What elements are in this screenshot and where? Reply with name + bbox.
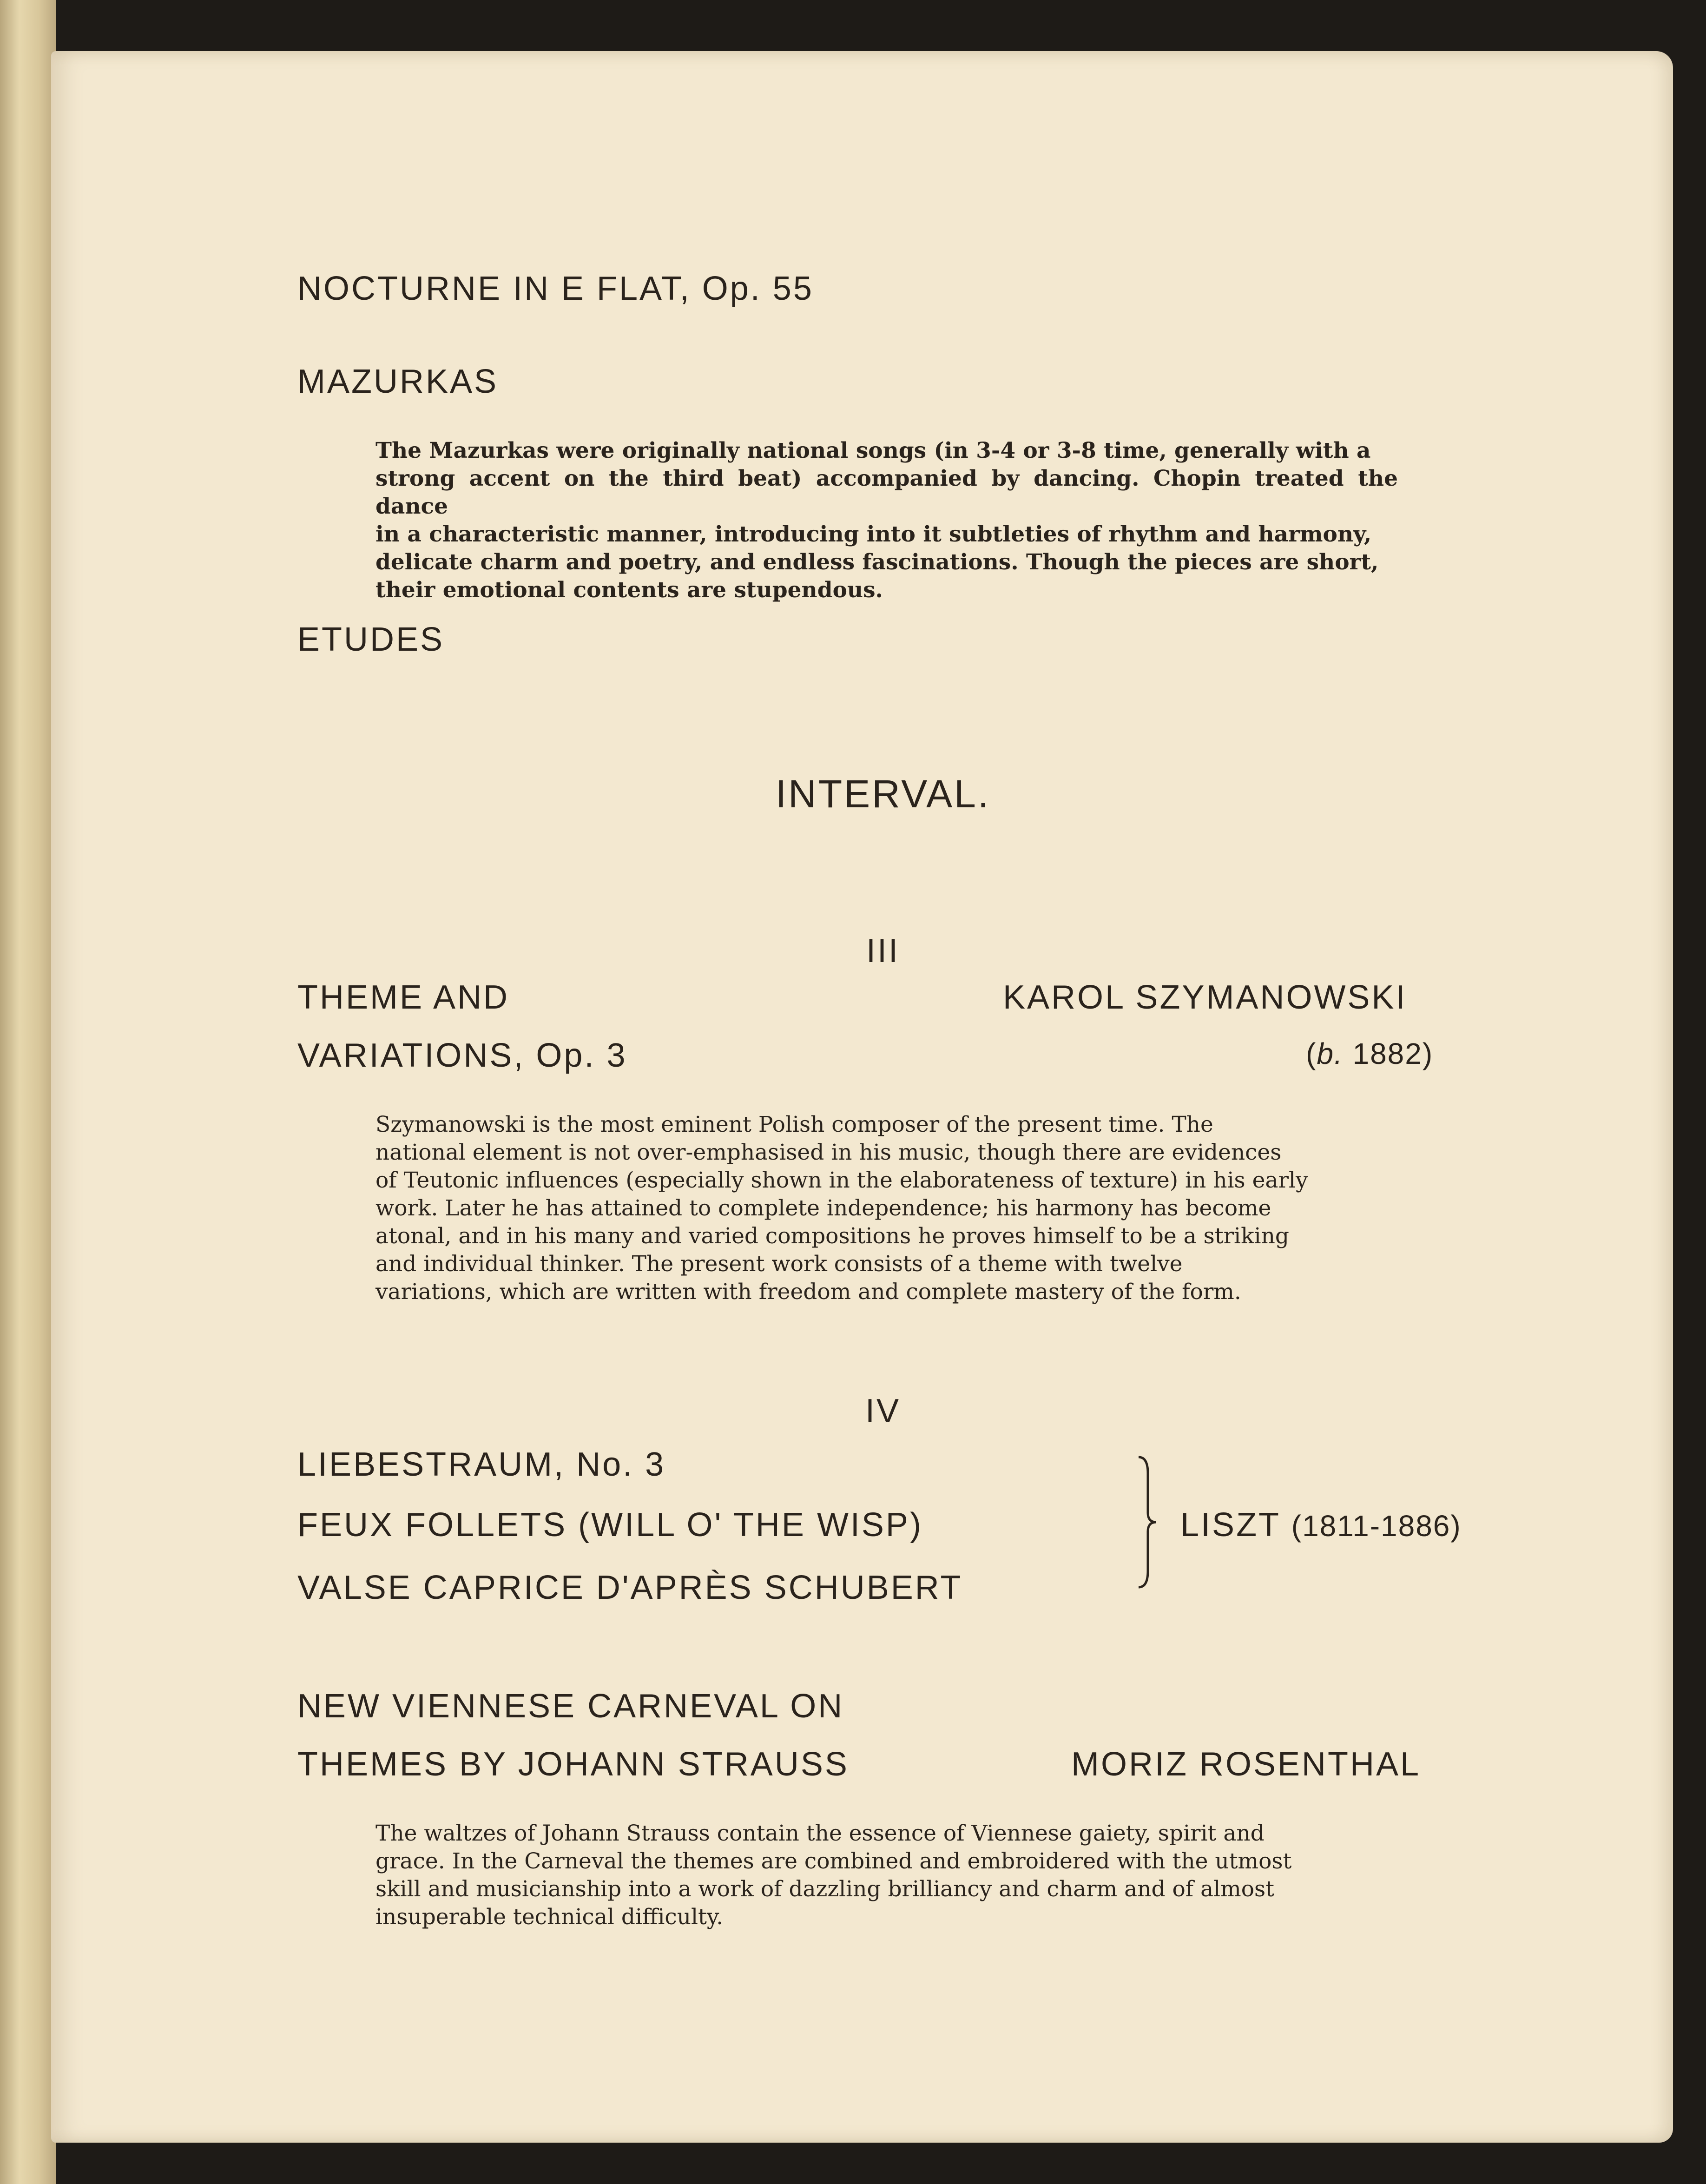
carneval-title-line2: THEMES BY JOHANN STRAUSS xyxy=(297,1746,849,1783)
mazurkas-line: their emotional contents are stupendous. xyxy=(375,577,883,603)
liszt-piece-3: VALSE CAPRICE D'APRÈS SCHUBERT xyxy=(297,1569,963,1606)
section-numeral-iii: III xyxy=(866,932,900,970)
carneval-line: grace. In the Carneval the themes are combined and embroidered with the utmost xyxy=(375,1848,1292,1874)
mazurkas-description xyxy=(375,437,1398,604)
carneval-description xyxy=(375,1820,1398,1931)
etudes-title: ETUDES xyxy=(297,621,445,658)
mazurkas-line: strong accent on the third beat) accompanied by dancing. Chopin treated the dance xyxy=(375,466,1398,519)
section-numeral-iv: IV xyxy=(865,1392,901,1430)
liszt-piece-1: LIEBESTRAUM, No. 3 xyxy=(297,1446,666,1483)
carneval-line: skill and musicianship into a work of dazzling brilliancy and charm and of almost xyxy=(375,1876,1275,1902)
interval-heading: INTERVAL. xyxy=(775,772,991,816)
liszt-piece-2: FEUX FOLLETS (WILL O' THE WISP) xyxy=(297,1506,923,1544)
liszt-composer xyxy=(1180,1506,1462,1544)
szymanowski-piece-title-line1: THEME AND xyxy=(297,979,510,1016)
mazurkas-title: MAZURKAS xyxy=(297,363,499,400)
birth-abbrev: b. xyxy=(1317,1037,1344,1070)
liszt-years: (1811-1886) xyxy=(1291,1509,1462,1543)
mazurkas-line: The Mazurkas were originally national songs (in 3-4 or 3-8 time, generally with a xyxy=(375,438,1371,463)
birth-paren: ( xyxy=(1306,1037,1317,1070)
szymanowski-line: variations, which are written with freedom and complete mastery of the form. xyxy=(375,1279,1241,1305)
szymanowski-line: work. Later he has attained to complete independence; his harmony has become xyxy=(375,1195,1271,1221)
birth-year: 1882) xyxy=(1343,1037,1434,1070)
liszt-name: LISZT xyxy=(1180,1506,1280,1544)
szymanowski-piece-title-line2: VARIATIONS, Op. 3 xyxy=(297,1037,627,1074)
mazurkas-line: in a characteristic manner, introducing into it subtleties of rhythm and harmony, xyxy=(375,521,1372,547)
szymanowski-line: of Teutonic influences (especially shown in the elaborateness of texture) in his early xyxy=(375,1168,1308,1193)
szymanowski-birth xyxy=(1306,1036,1433,1071)
szymanowski-line: Szymanowski is the most eminent Polish composer of the present time. The xyxy=(375,1112,1213,1137)
carneval-line: insuperable technical difficulty. xyxy=(375,1904,724,1930)
szymanowski-description xyxy=(375,1111,1398,1306)
nocturne-title: NOCTURNE IN E FLAT, Op. 55 xyxy=(297,270,814,307)
szymanowski-composer: KAROL SZYMANOWSKI xyxy=(1003,979,1407,1016)
book-spine xyxy=(0,0,56,2184)
carneval-title-line1: NEW VIENNESE CARNEVAL ON xyxy=(297,1688,844,1725)
carneval-line: The waltzes of Johann Strauss contain the essence of Viennese gaiety, spirit and xyxy=(375,1821,1265,1846)
rosenthal-composer: MORIZ ROSENTHAL xyxy=(1071,1746,1421,1783)
szymanowski-line: and individual thinker. The present work consists of a theme with twelve xyxy=(375,1251,1183,1277)
szymanowski-line: national element is not over-emphasised in his music, though there are evidences xyxy=(375,1140,1282,1165)
szymanowski-line: atonal, and in his many and varied compositions he proves himself to be a striking xyxy=(375,1223,1289,1249)
grouping-brace xyxy=(1134,1455,1162,1590)
mazurkas-line: delicate charm and poetry, and endless fascinations. Though the pieces are short, xyxy=(375,549,1379,575)
